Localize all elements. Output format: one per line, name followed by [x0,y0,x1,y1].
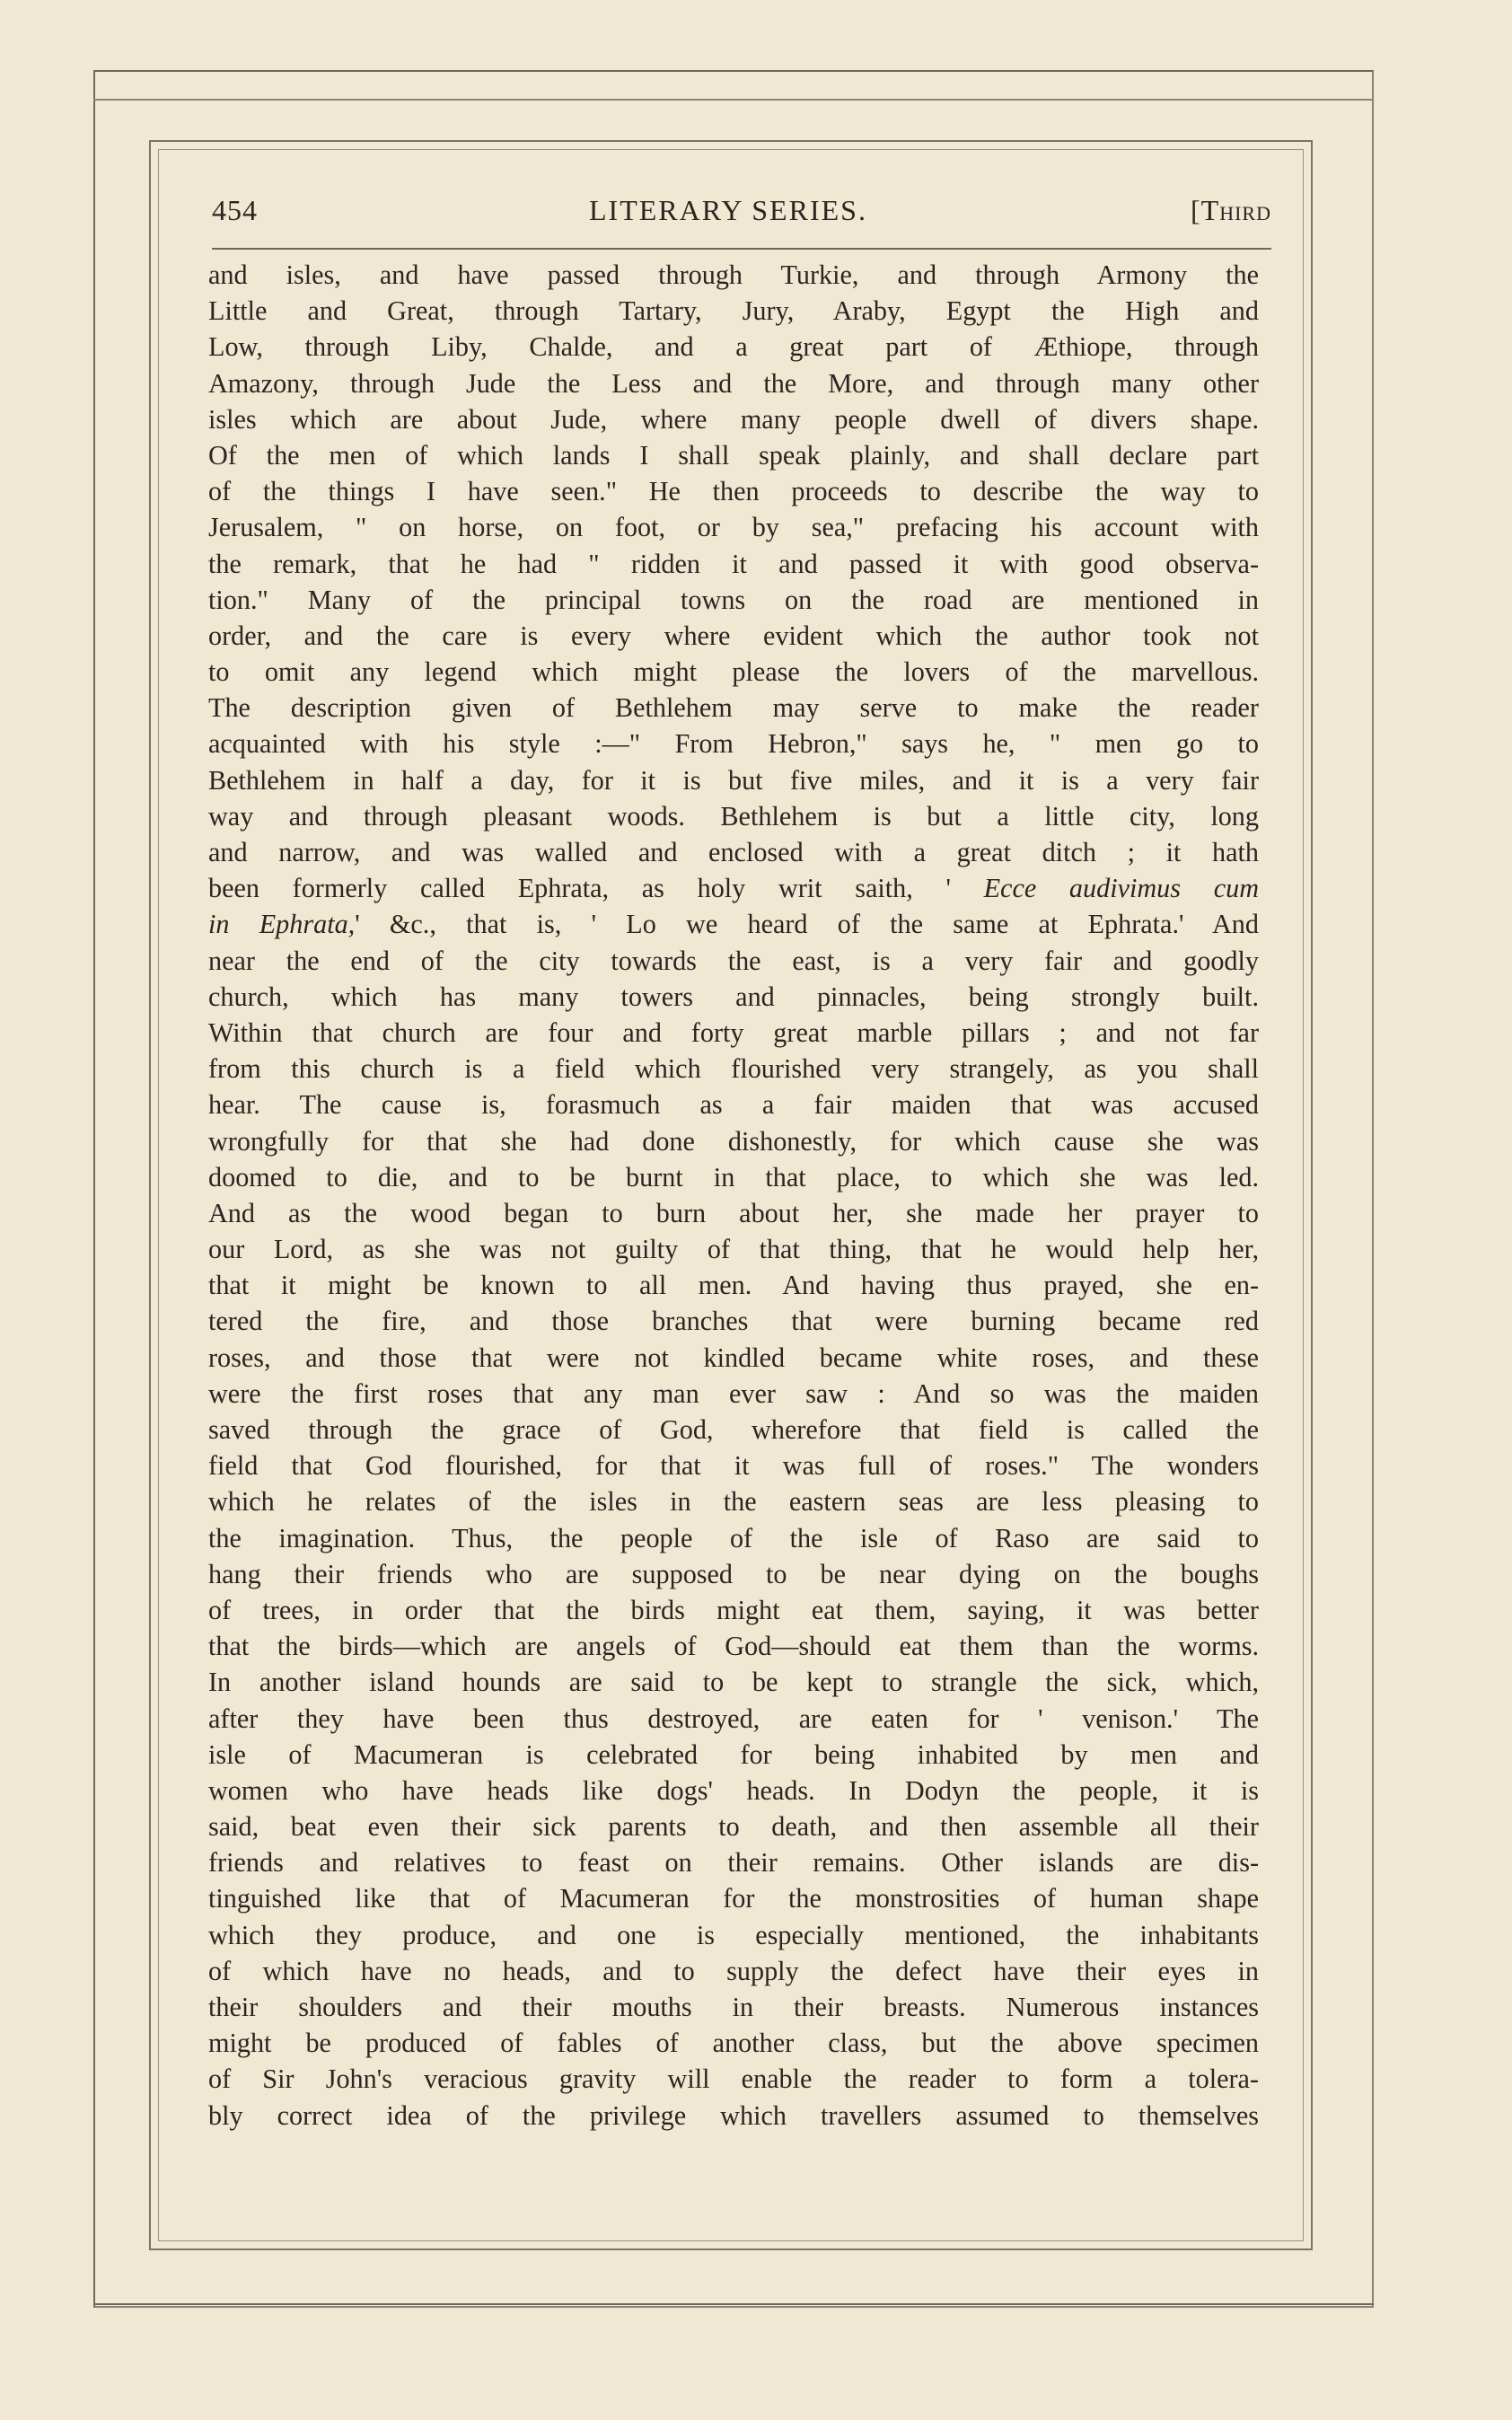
text-line: saved through the grace of God, wherefore that field is called the [208,1414,1259,1445]
text-line: which they produce, and one is especially mentioned, the inhabitants [208,1919,1259,1950]
text-line: And as the wood began to burn about her, she made her prayer to [208,1197,1259,1228]
text-line: The description given of Bethlehem may serve to make the reader [208,692,1259,724]
text-line: said, beat even their sick parents to death, and then assemble all their [208,1811,1259,1843]
latin-quote-continued: in Ephrata, [208,909,356,940]
text-line: order, and the care is every where evident which the author took not [208,620,1259,651]
text-line: after they have been thus destroyed, are eaten for ' venison.' The [208,1703,1259,1734]
text-line: and narrow, and was walled and enclosed with a great ditch ; it hath [208,837,1259,867]
text-line: Bethlehem in half a day, for it is but five miles, and it is a very fair [208,764,1259,796]
text-line: way and through pleasant woods. Bethlehem is but a little city, long [208,800,1259,832]
text-line: their shoulders and their mouths in their breasts. Numerous instances [208,1992,1259,2022]
text-line: from this church is a field which flourished very strangely, as you shall [208,1053,1259,1085]
text-line-with-italic [208,906,1259,942]
text-line: tered the fire, and those branches that were burning became red [208,1306,1259,1337]
text-line: that it might be known to all men. And having thus prayed, she en- [208,1270,1259,1301]
text-line: hang their friends who are supposed to be near dying on the boughs [208,1558,1259,1589]
text-line: field that God flourished, for that it was full of roses." The wonders [208,1450,1259,1482]
bottom-frame-rule [93,2303,1374,2305]
latin-quote: Ecce audivimus cum [950,873,1259,904]
text-line: wrongfully for that she had done dishonestly, for which cause she was [208,1125,1259,1157]
text-line: to omit any legend which might please the lovers of the marvellous. [208,656,1259,688]
text-line: friends and relatives to feast on their remains. Other islands are dis- [208,1847,1259,1879]
page-header [212,194,1271,239]
text-line: In another island hounds are said to be kept to strangle the sick, which, [208,1667,1259,1698]
text-line: hear. The cause is, forasmuch as a fair maiden that was accused [208,1089,1259,1121]
text-line: of which have no heads, and to supply the defect have their eyes in [208,1955,1259,1986]
text-line-with-italic [208,870,1259,906]
text-line: Of the men of which lands I shall speak plainly, and shall declare part [208,439,1259,471]
text-line: of the things I have seen." He then proceeds to describe the way to [208,476,1259,507]
text-line: Amazony, through Jude the Less and the More, and through many other [208,367,1259,399]
text-line: women who have heads like dogs' heads. In Dodyn the people, it is [208,1774,1259,1806]
text-line: that the birds—which are angels of God—should eat them than the worms. [208,1631,1259,1662]
header-rule [212,248,1271,250]
text-line: which he relates of the isles in the eastern seas are less pleasing to [208,1486,1259,1518]
text-line: Within that church are four and forty great marble pillars ; and not far [208,1016,1259,1048]
text-line: the remark, that he had " ridden it and passed it with good observa- [208,548,1259,579]
text-line: Low, through Liby, Chalde, and a great part of Æthiope, through [208,331,1259,363]
text-line: and isles, and have passed through Turkie, and through Armony the [208,260,1259,290]
text-line: tinguished like that of Macumeran for the monstrosities of human shape [208,1883,1259,1914]
page-number: 454 [212,194,258,226]
text-line: tion." Many of the principal towns on the road are mentioned in [208,584,1259,615]
text-line: of Sir John's veracious gravity will enable the reader to form a tolera- [208,2064,1259,2095]
text-line: acquainted with his style :—" From Hebron," says he, " men go to [208,728,1259,760]
text-line: of trees, in order that the birds might eat them, saying, it was better [208,1594,1259,1625]
text-line: bly correct idea of the privilege which travellers assumed to themselves [208,2099,1259,2131]
text-line: church, which has many towers and pinnacles, being strongly built. [208,981,1259,1012]
text-line: our Lord, as she was not guilty of that thing, that he would help her, [208,1234,1259,1265]
text-line: Little and Great, through Tartary, Jury, Araby, Egypt the High and [208,295,1259,327]
top-frame-rule [93,99,1374,101]
text-line: the imagination. Thus, the people of the isle of Raso are said to [208,1522,1259,1553]
text-segment: been formerly called Ephrata, as holy writ saith, ' [208,873,951,904]
text-line: isle of Macumeran is celebrated for being inhabited by men and [208,1738,1259,1770]
text-line: Jerusalem, " on horse, on foot, or by sea," prefacing his account with [208,512,1259,543]
text-line: roses, and those that were not kindled became white roses, and these [208,1342,1259,1373]
text-line: isles which are about Jude, where many people dwell of divers shape. [208,403,1259,435]
running-title: LITERARY SERIES. [589,194,867,226]
section-marker: [Third [1191,194,1271,226]
text-segment: ' &c., that is, ' Lo we heard of the same at Ephrata.' And [355,909,1259,940]
text-line: were the first roses that any man ever saw : And so was the maiden [208,1377,1259,1409]
text-line: might be produced of fables of another class, but the above specimen [208,2028,1259,2059]
text-line: doomed to die, and to be burnt in that place, to which she was led. [208,1161,1259,1192]
body-text [208,257,1259,2134]
text-line: near the end of the city towards the east, is a very fair and goodly [208,945,1259,976]
